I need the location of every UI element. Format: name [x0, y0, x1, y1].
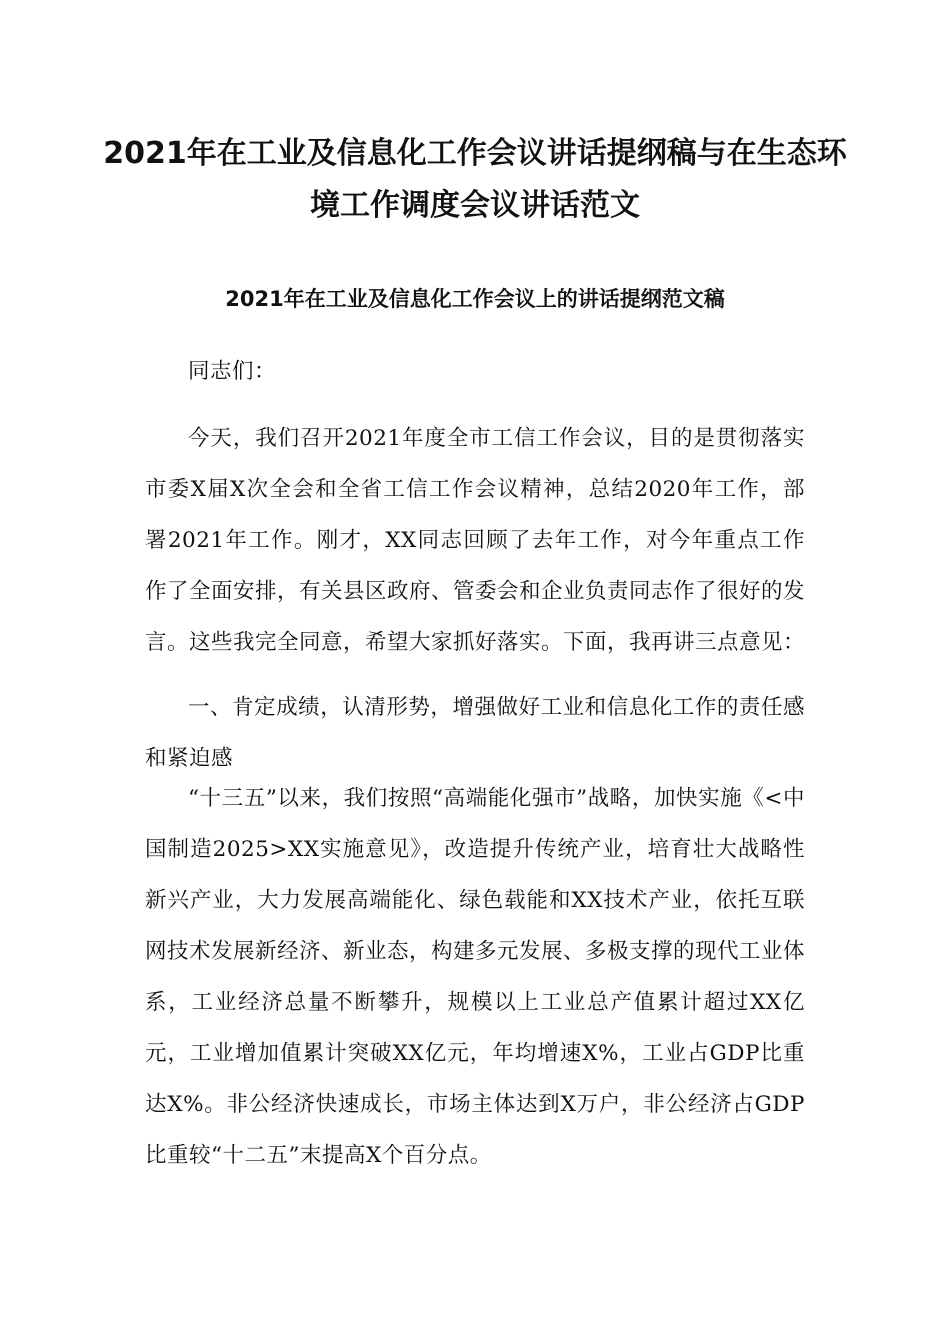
body-paragraph-1: “十三五”以来，我们按照“高端能化强市”战略，加快实施《<中国制造2025>XX实施意见》，改造提升传统产业，培育壮大战略性新兴产业，大力发展高端能化、绿色载能和XX技术产业，依托互联网技术发展新经济、新业态，构建多元发展、多极支撑的现代工业体系，工业经济总量不断攀升，规模以上工业总产值累计超过XX亿元，工业增加值累计突破XX亿元，年均增速X%，工业占GDP比重达X%。非公经济快速成长，市场主体达到X万户，非公经济占GDP比重较“十二五”末提高X个百分点。 — [145, 786, 806, 1168]
document-title: 2021年在工业及信息化工作会议讲话提纲稿与在生态环境工作调度会议讲话范文 — [103, 136, 847, 223]
greeting-paragraph: 同志们： — [188, 359, 277, 384]
intro-paragraph: 今天，我们召开2021年度全市工信工作会议，目的是贯彻落实市委X届X次全会和全省工信工作会议精神，总结2020年工作，部署2021年工作。刚才，XX同志回顾了去年工作，对今年重点工作作了全面安排，有关县区政府、管委会和企业负责同志作了很好的发言。这些我完全同意，希望大家抓好落实。下面，我再讲三点意见： — [145, 426, 806, 655]
heading-paragraph-1: 一、肯定成绩，认清形势，增强做好工业和信息化工作的责任感和紧迫感 — [145, 695, 805, 771]
section-title: 2021年在工业及信息化工作会议上的讲话提纲范文稿 — [225, 287, 725, 311]
